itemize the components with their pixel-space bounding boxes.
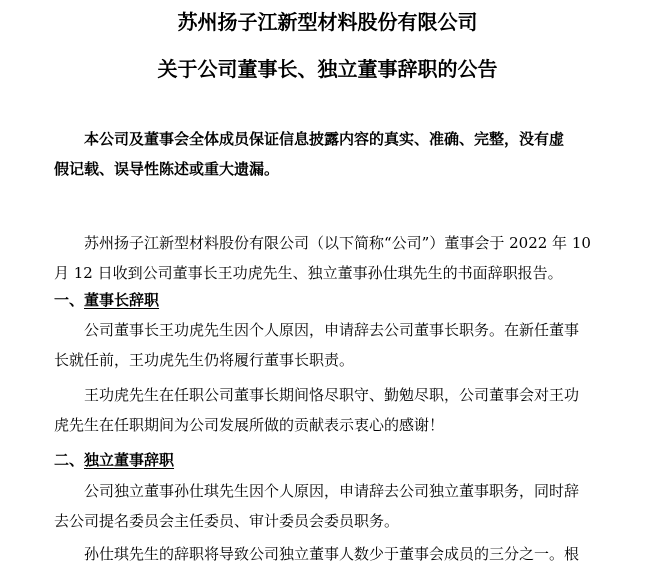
disclosure-notice-line-1: 本公司及董事会全体成员保证信息披露内容的真实、准确、完整，没有虚 <box>84 130 565 148</box>
paragraph-line: 长就任前，王功虎先生仍将履行董事长职责。 <box>54 351 355 369</box>
paragraph-line: 公司董事长王功虎先生因个人原因，申请辞去公司董事长职务。在新任董事 <box>84 321 580 339</box>
intro-line-1: 苏州扬子江新型材料股份有限公司（以下简称“公司”）董事会于 2022 年 10 <box>84 234 591 252</box>
announcement-title: 关于公司董事长、独立董事辞职的公告 <box>157 57 498 81</box>
section-title: 独立董事辞职 <box>84 451 175 469</box>
paragraph-line: 去公司提名委员会主任委员、审计委员会委员职务。 <box>54 512 400 530</box>
paragraph-line: 公司独立董事孙仕琪先生因个人原因，申请辞去公司独立董事职务，同时辞 <box>84 482 580 500</box>
section-title: 董事长辞职 <box>84 291 160 309</box>
intro-line-2: 月 12 日收到公司董事长王功虎先生、独立董事孙仕琪先生的书面辞职报告。 <box>54 264 563 282</box>
disclosure-notice-line-2: 假记载、误导性陈述或重大遗漏。 <box>54 160 280 178</box>
chairman-thanks-paragraph <box>54 380 602 440</box>
section-heading-chairman <box>54 285 159 315</box>
paragraph-line: 虎先生在任职期间为公司发展所做的贡献表示衷心的感谢！ <box>54 416 445 434</box>
paragraph-line: 孙仕琪先生的辞职将导致公司独立董事人数少于董事会成员的三分之一。根 <box>84 545 580 563</box>
section-number: 一、 <box>54 291 85 309</box>
section-heading-independent-director <box>54 445 174 475</box>
disclosure-notice <box>54 124 602 184</box>
section-number: 二、 <box>54 451 85 469</box>
director-resignation-paragraph <box>54 476 602 536</box>
company-title: 苏州扬子江新型材料股份有限公司 <box>177 10 478 34</box>
paragraph-line: 王功虎先生在任职公司董事长期间恪尽职守、勤勉尽职，公司董事会对王功 <box>84 386 580 404</box>
director-impact-paragraph <box>54 539 602 569</box>
chairman-resignation-paragraph <box>54 315 602 375</box>
intro-paragraph <box>54 228 602 288</box>
